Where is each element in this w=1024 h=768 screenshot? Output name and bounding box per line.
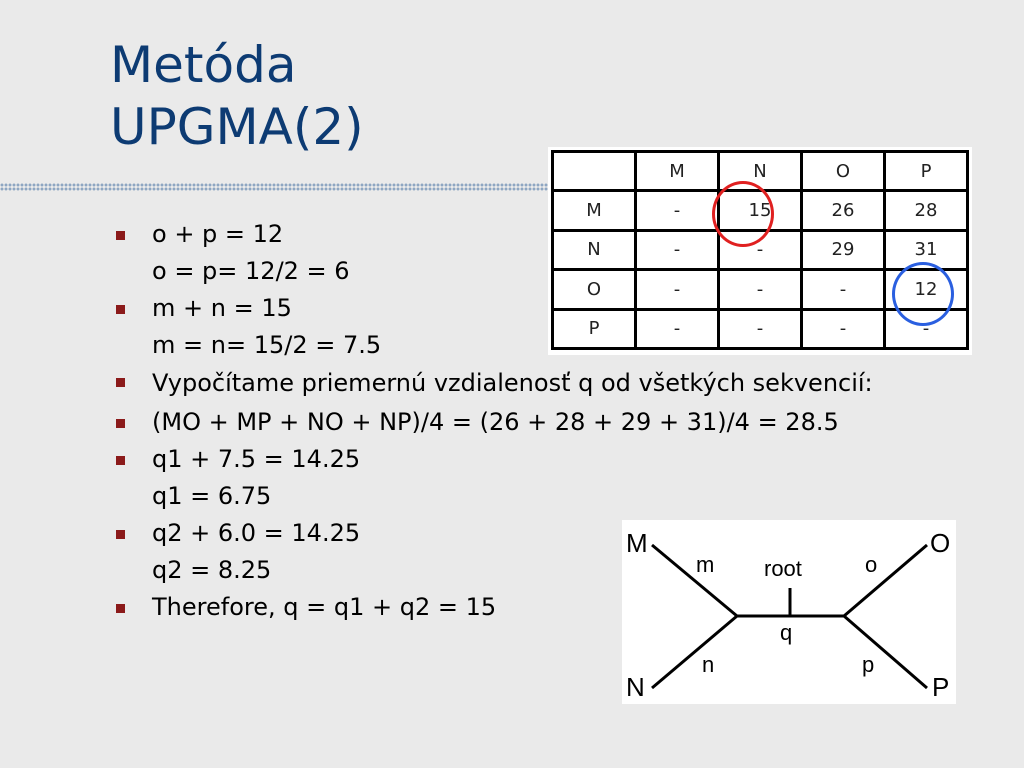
table-cell: - [636, 191, 719, 230]
bullet-text: o = p= 12/2 = 6 [152, 257, 350, 285]
leaf-p-label: P [932, 672, 950, 702]
branch-p-label: p [862, 652, 875, 677]
table-row [553, 270, 968, 309]
leaf-m-label: M [626, 528, 648, 558]
table-cell: 29 [802, 230, 885, 269]
table-cell: - [885, 309, 968, 348]
branch-p-line [844, 616, 927, 688]
table-cell: - [719, 230, 802, 269]
table-cell: P [885, 152, 968, 191]
square-bullet-icon [116, 456, 125, 465]
table-cell: - [719, 309, 802, 348]
table-cell: M [553, 191, 636, 230]
table-cell: P [553, 309, 636, 348]
table-cell: - [719, 270, 802, 309]
table-cell: - [802, 309, 885, 348]
bullet-text: q1 + 7.5 = 14.25 [152, 445, 361, 473]
tree-lines [622, 520, 956, 704]
bullet-item [112, 404, 1012, 441]
bullet-text: Therefore, q = q1 + q2 = 15 [152, 593, 497, 621]
branch-o-line [844, 545, 927, 616]
bullet-text: q2 = 8.25 [152, 556, 272, 584]
bullet-continuation [112, 478, 1012, 515]
table-cell [553, 152, 636, 191]
bullet-text: m + n = 15 [152, 294, 292, 322]
leaf-o-label: O [930, 528, 951, 558]
table-cell: - [636, 230, 719, 269]
bullet-item [112, 441, 1012, 478]
table-cell: - [802, 270, 885, 309]
square-bullet-icon [116, 305, 125, 314]
table-cell: N [553, 230, 636, 269]
table-cell: 15 [719, 191, 802, 230]
branch-n-label: n [702, 652, 715, 677]
bullet-text: q1 = 6.75 [152, 482, 272, 510]
bullet-text: q2 + 6.0 = 14.25 [152, 519, 361, 547]
square-bullet-icon [116, 530, 125, 539]
table-row [553, 230, 968, 269]
table-cell: N [719, 152, 802, 191]
table-cell: 26 [802, 191, 885, 230]
square-bullet-icon [116, 604, 125, 613]
phylogenetic-tree [622, 520, 956, 704]
title-line-1: Metóda [110, 36, 297, 94]
bullet-text: o + p = 12 [152, 220, 284, 248]
table-cell: - [636, 270, 719, 309]
table-cell: 12 [885, 270, 968, 309]
distance-matrix [548, 147, 972, 355]
slide-title [110, 34, 530, 158]
distance-table [551, 150, 969, 350]
table-cell: 28 [885, 191, 968, 230]
leaf-n-label: N [626, 672, 645, 702]
table-cell: O [802, 152, 885, 191]
table-cell: - [636, 309, 719, 348]
square-bullet-icon [116, 378, 125, 387]
table-cell: O [553, 270, 636, 309]
square-bullet-icon [116, 419, 125, 428]
square-bullet-icon [116, 231, 125, 240]
table-row [553, 309, 968, 348]
branch-m-label: m [696, 552, 715, 577]
bullet-text: (MO + MP + NO + NP)/4 = (26 + 28 + 29 + 31)/4 = 28.5 [152, 408, 839, 436]
bullet-item [112, 368, 892, 398]
dotted-divider [0, 183, 548, 191]
branch-q-label: q [780, 620, 793, 645]
title-line-2: UPGMA(2) [110, 98, 364, 156]
table-row [553, 152, 968, 191]
branch-o-label: o [865, 552, 878, 577]
table-row [553, 191, 968, 230]
bullet-text: m = n= 15/2 = 7.5 [152, 331, 382, 359]
branch-m-line [652, 545, 737, 616]
root-label: root [764, 556, 802, 581]
table-cell: M [636, 152, 719, 191]
branch-n-line [652, 616, 737, 688]
bullet-text: Vypočítame priemernú vzdialenosť q od všetkých sekvencií: [152, 369, 873, 397]
table-cell: 31 [885, 230, 968, 269]
